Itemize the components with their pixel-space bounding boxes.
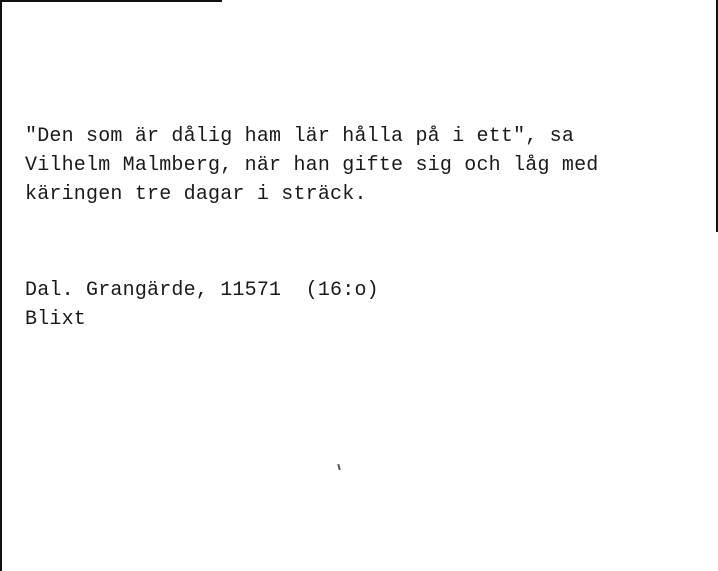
card-border-top [0, 0, 222, 2]
ink-speck [337, 464, 340, 470]
quote-line-3: käringen tre dagar i sträck. [25, 183, 367, 206]
quote-line-2: Vilhelm Malmberg, när han gifte sig och låg med [25, 154, 599, 177]
card-border-left [0, 0, 2, 571]
collector-name: Blixt [25, 308, 87, 331]
quote-line-1: "Den som är dålig ham lär hålla på i ett", sa [25, 125, 575, 148]
location-line: Dal. Grangärde, 11571 (16:o) [25, 279, 379, 302]
